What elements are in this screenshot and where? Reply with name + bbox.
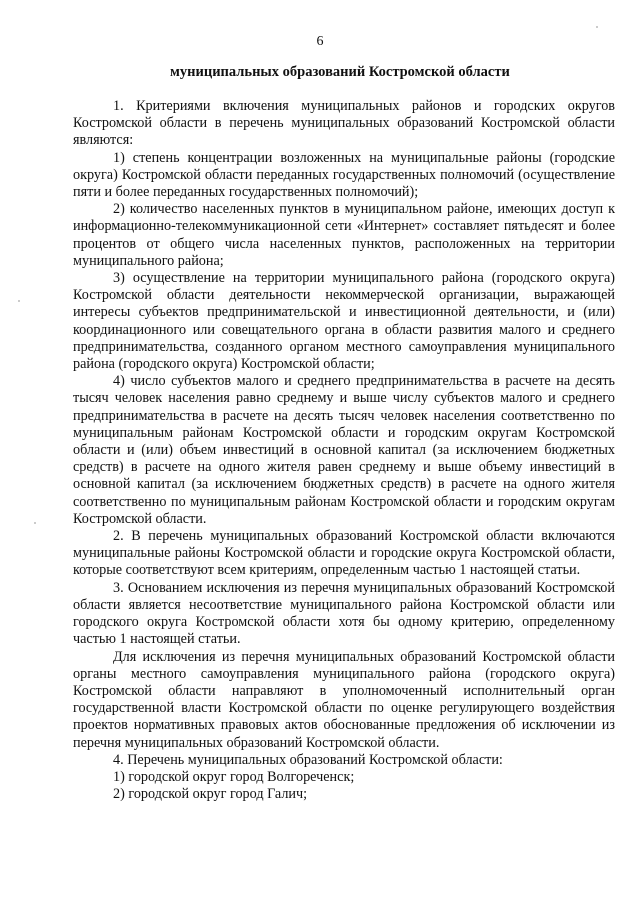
- paragraph-criterion-2: 2) количество населенных пунктов в муниципальном районе, имеющих доступ к информационно-телекоммуникационной сети «Интернет» составляет пятьдесят и более процентов от общего числа населенных пунктов, расположенных на территории муниципального района;: [73, 201, 615, 269]
- list-item-galich: 2) городской округ город Галич;: [113, 786, 308, 803]
- paragraph-criterion-3: 3) осуществление на территории муниципального района (городского округа) Костромской области деятельности некоммерческой организации, выражающей интересы субъектов предпринимательской и инвестиционной деятельности, и (или) координационного или совещательного органа в области развития малого и среднего предпринимательства, созданного органом местного самоуправления муниципального района (городского округа) Костромской области;: [73, 270, 615, 373]
- paragraph-criterion-1: 1) степень концентрации возложенных на муниципальные районы (городские округа) Костромской области переданных государственных полномочий (осуществление пяти и более переданных государственных полномочий);: [73, 149, 615, 201]
- section-heading: муниципальных образований Костромской области: [170, 64, 510, 80]
- paragraph-exclusion-grounds: 3. Основанием исключения из перечня муниципальных образований Костромской области является несоответствие муниципального района Костромской области или городского округа Костромской области хотя бы одному критерию, определенному частью 1 настоящей статьи.: [73, 579, 615, 648]
- scan-speck: [18, 300, 20, 302]
- paragraph-criteria-intro: 1. Критериями включения муниципальных районов и городских округов Костромской области в перечень муниципальных образований Костромской области являются:: [73, 98, 615, 149]
- list-item-volgorechensk: 1) городской округ город Волгореченск;: [113, 768, 355, 785]
- paragraph-exclusion-procedure: Для исключения из перечня муниципальных образований Костромской области органы местного самоуправления муниципального района (городского округа) Костромской области направляют в уполномоченный исполнительный орган государственной власти Костромской области по оценке регулирующего воздействия проектов нормативных правовых актов обоснованные предложения об исключении из перечня муниципальных образований Костромской области.: [73, 648, 615, 751]
- scan-speck: [596, 26, 598, 28]
- paragraph-list-intro: 4. Перечень муниципальных образований Костромской области:: [113, 751, 503, 768]
- page-number: 6: [316, 34, 324, 49]
- paragraph-criterion-4: 4) число субъектов малого и среднего предпринимательства в расчете на десять тысяч человек населения равно среднему и выше числу субъектов малого и среднего предпринимательства в расчете на десять тысяч человек населения соответственно по муниципальным районам Костромской области и городским округам Костромской области и (или) объем инвестиций в основной капитал (за исключением бюджетных средств) в расчете на одного жителя равен среднему и выше объему инвестиций в основной капитал (за исключением бюджетных средств) в расчете на одного жителя соответственно по муниципальным районам Костромской области и городским округам Костромской области.: [73, 373, 615, 527]
- paragraph-inclusion: 2. В перечень муниципальных образований Костромской области включаются муниципальные районы Костромской области и городские округа Костромской области, которые соответствуют всем критериям, определенным частью 1 настоящей статьи.: [73, 528, 615, 579]
- scan-speck: [34, 522, 36, 524]
- document-body: [73, 98, 615, 803]
